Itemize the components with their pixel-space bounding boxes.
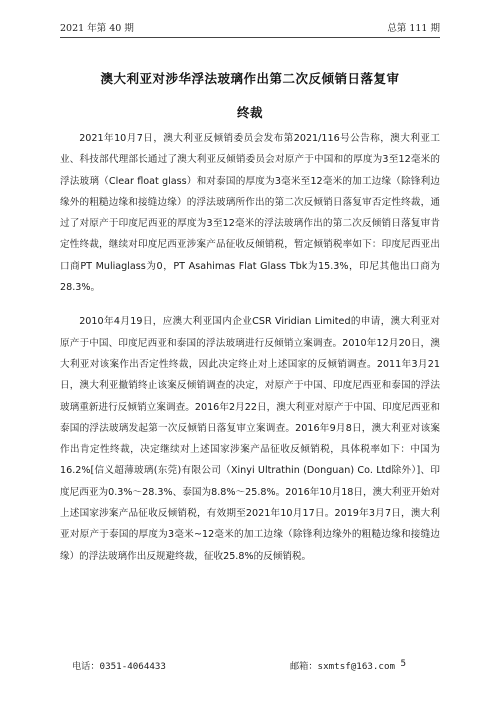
issue-number: 2021 年第 40 期 [60, 23, 134, 34]
paragraph: 2010年4月19日，应澳大利亚国内企业CSR Viridian Limited的申请，澳大利亚对原产于中国、印度尼西亚和泰国的浮法玻璃进行反倾销立案调查。2010年12月20日，澳大利亚对该案作出否定性终裁，因此决定终止对上述国家的反倾销调查。2011年3月21日，澳大利亚撤销终止该案反倾销调查的决定，对原产于中国、印度尼西亚和泰国的浮法玻璃重新进行反倾销立案调查。2016年2月22日，澳大利亚对原产于中国、印度尼西亚和泰国的浮法玻璃发起第一次反倾销日落复审立案调查。2016年9月8日，澳大利亚对该案作出肯定性终裁，决定继续对上述国家涉案产品征收反倾销税，具体税率如下：中国为16.2%[信义超薄玻璃(东莞)有限公司（Xinyi Ultrathin (Donguan) Co. Ltd除外）]、印度尼西亚为0.3%～28.3%、泰国为8.8%～25.8%。2016年10月18日，澳大利亚开始对上述国家涉案产品征收反倾销税，有效期至2021年10月17日。2019年3月7日，澳大利亚对原产于泰国的厚度为3毫米~12毫米的加工边缘（除锋利边缘外的粗糙边缘和接缝边缘）的浮法玻璃作出反规避终裁，征收25.8%的反倾销税。 [60, 316, 440, 562]
article-title-line-2: 终裁 [236, 105, 263, 120]
contact-email: 邮箱：sxmtsf@163.com [290, 661, 396, 672]
contact-phone: 电话：0351-4064433 [72, 661, 166, 672]
paragraph: 2021年10月7日，澳大利亚反倾销委员会发布第2021/116号公告称，澳大利亚工业、科技部代理部长通过了澳大利亚反倾销委员会对原产于中国和的厚度为3至12毫米的浮法玻璃（Clear float glass）和对泰国的厚度为3毫米至12毫米的加工边缘（除锋利边缘外的粗糙边缘和接缝边缘）的浮法玻璃所作出的第二次反倾销日落复审否定性终裁，通过了对原产于印度尼西亚的厚度为3至12毫米的浮法玻璃作出的第二次反倾销日落复审肯定性终裁，继续对印度尼西亚涉案产品征收反倾销税，暂定倾销税率如下：印度尼西亚出口商PT Muliaglass为0，PT Asahimas Flat Glass Tbk为15.3%，印尼其他出口商为28.3%。 [60, 133, 440, 294]
page-footer [60, 658, 440, 674]
page-header [60, 20, 440, 38]
article-title-line-1: 澳大利亚对涉华浮法玻璃作出第二次反倾销日落复审 [100, 71, 400, 86]
article-title [60, 62, 440, 130]
total-issue-number: 总第 111 期 [387, 23, 440, 34]
header-divider [60, 37, 440, 38]
page-number: 5 [400, 658, 406, 669]
article-body [60, 128, 440, 580]
